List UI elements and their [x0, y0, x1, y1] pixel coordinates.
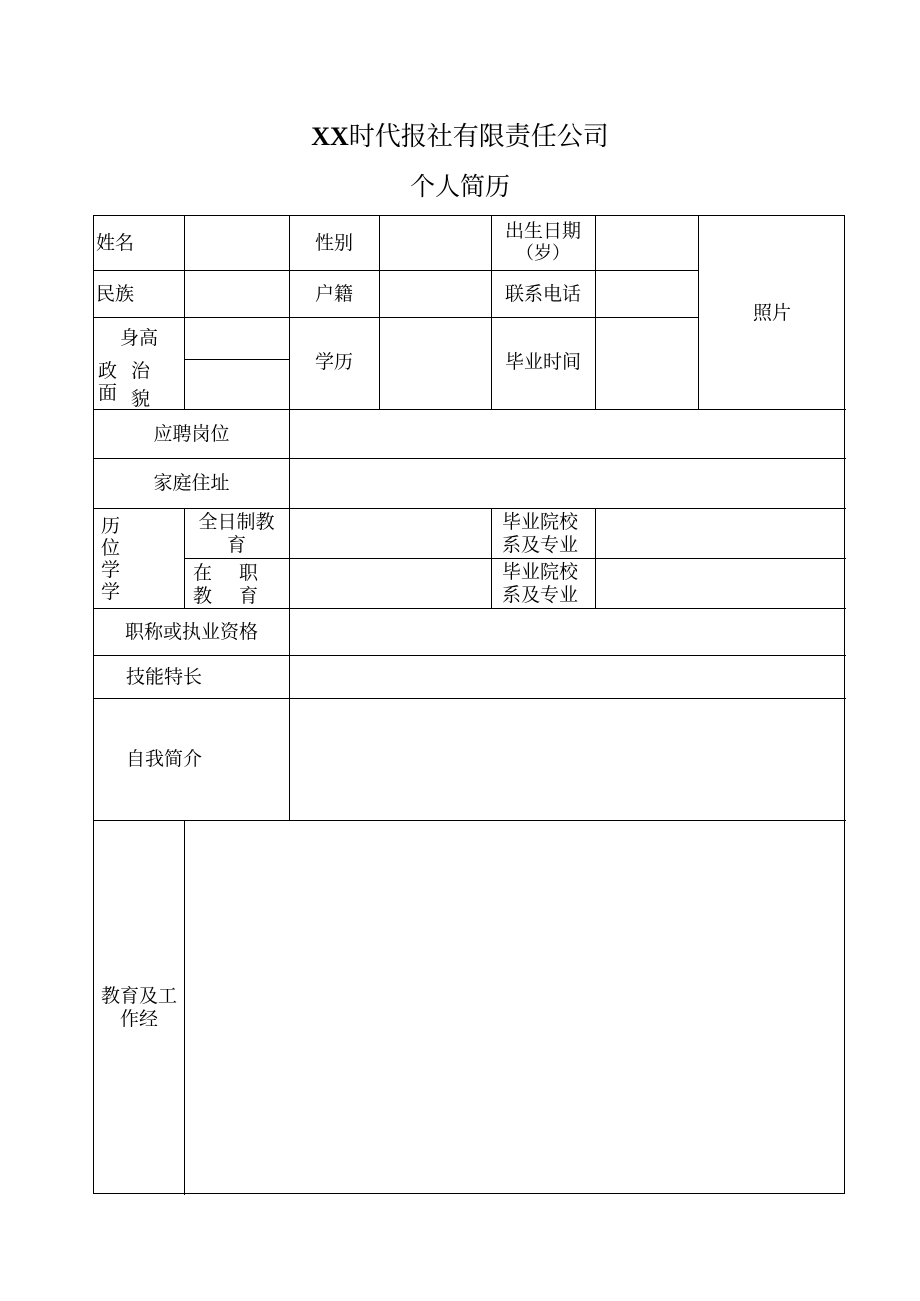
hukou-label: 户籍	[314, 283, 353, 305]
col-line	[184, 216, 185, 409]
resume-form	[93, 215, 845, 1194]
skills-label: 技能特长	[126, 666, 203, 688]
onjob-label-1: 在	[193, 562, 213, 584]
ethnicity-label: 民族	[96, 283, 135, 305]
political-label-1: 政	[98, 360, 118, 382]
experience-label-line1: 教育及工	[100, 985, 177, 1007]
row-line	[94, 820, 846, 821]
experience-label-line2: 作经	[119, 1008, 158, 1030]
education-label: 学历	[314, 351, 353, 373]
birth-label-line1: 出生日期	[504, 220, 581, 242]
title-prefix: XX	[311, 122, 349, 151]
grad-time-label: 毕业时间	[504, 351, 581, 373]
onjob-label-2: 职	[239, 562, 259, 584]
intro-label: 自我简介	[126, 748, 203, 770]
row-line	[94, 409, 846, 410]
row-line	[94, 508, 846, 509]
row-line	[94, 608, 846, 609]
row-line	[184, 359, 289, 360]
name-label: 姓名	[96, 232, 135, 254]
degree-label-2: 位	[101, 537, 121, 559]
col-line	[595, 508, 596, 608]
school-major2-label-line1: 毕业院校	[502, 561, 579, 583]
phone-label: 联系电话	[504, 283, 581, 305]
fulltime-label-line1: 全日制教	[198, 511, 275, 533]
title-rest: 时代报社有限责任公司	[348, 122, 609, 152]
row-line	[184, 558, 846, 559]
gender-label: 性别	[314, 232, 353, 254]
political-label-2: 治	[131, 360, 151, 382]
political-label-3: 面	[98, 382, 118, 404]
col-line	[289, 216, 290, 820]
degree-label-3: 学	[101, 559, 121, 581]
political-label-4: 貌	[131, 388, 151, 410]
company-title	[0, 120, 920, 154]
title-qualification-label: 职称或执业资格	[124, 621, 258, 643]
onjob-label-3: 教	[193, 585, 213, 607]
row-line	[94, 458, 846, 459]
col-line	[595, 216, 596, 409]
degree-label-1: 历	[101, 515, 121, 537]
school-major2-label-line2: 系及专业	[502, 584, 579, 606]
degree-label-4: 学	[101, 581, 121, 603]
birth-label-line2: （岁）	[516, 243, 570, 264]
address-label: 家庭住址	[153, 472, 230, 494]
col-line	[379, 216, 380, 409]
resume-subtitle: 个人简历	[409, 172, 510, 201]
height-label: 身高	[119, 327, 158, 349]
row-line	[94, 655, 846, 656]
school-major-label-line1: 毕业院校	[502, 511, 579, 533]
row-line	[94, 698, 846, 699]
school-major-label-line2: 系及专业	[502, 534, 579, 556]
onjob-label-4: 育	[239, 585, 259, 607]
photo-label: 照片	[752, 302, 791, 324]
position-label: 应聘岗位	[153, 423, 230, 445]
col-line	[184, 820, 185, 1195]
fulltime-label-line2: 育	[226, 534, 246, 556]
col-line	[491, 508, 492, 608]
